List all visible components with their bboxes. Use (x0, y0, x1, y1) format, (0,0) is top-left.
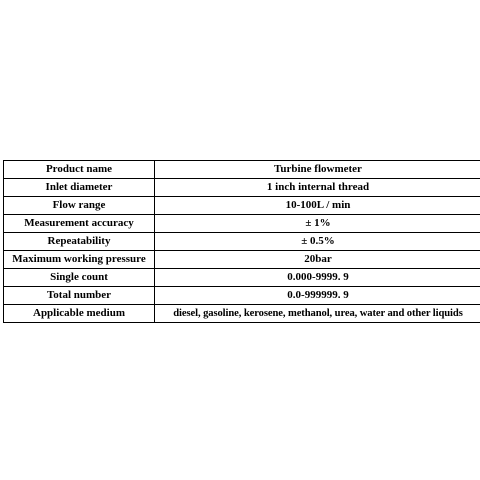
table-row-repeatability (4, 233, 480, 251)
flow-range-label: Flow range (4, 197, 155, 215)
table-row-applicable-medium (4, 305, 480, 323)
repeatability-value: ± 0.5% (155, 233, 480, 251)
measurement-accuracy-value: ± 1% (155, 215, 480, 233)
inlet-diameter-value: 1 inch internal thread (155, 179, 480, 197)
table-row-total-number (4, 287, 480, 305)
repeatability-label: Repeatability (4, 233, 155, 251)
total-number-label: Total number (4, 287, 155, 305)
spec-table (3, 160, 480, 323)
total-number-value: 0.0-999999. 9 (155, 287, 480, 305)
single-count-label: Single count (4, 269, 155, 287)
table-row-single-count (4, 269, 480, 287)
product-name-value: Turbine flowmeter (155, 161, 480, 179)
product-name-label: Product name (4, 161, 155, 179)
single-count-value: 0.000-9999. 9 (155, 269, 480, 287)
table-row-inlet-diameter (4, 179, 480, 197)
measurement-accuracy-label: Measurement accuracy (4, 215, 155, 233)
table-row-maximum-working-pressure (4, 251, 480, 269)
table-row-flow-range (4, 197, 480, 215)
inlet-diameter-label: Inlet diameter (4, 179, 155, 197)
maximum-working-pressure-value: 20bar (155, 251, 480, 269)
maximum-working-pressure-label: Maximum working pressure (4, 251, 155, 269)
applicable-medium-value: diesel, gasoline, kerosene, methanol, urea, water and other liquids (155, 305, 480, 323)
table-row-product-name (4, 161, 480, 179)
flow-range-value: 10-100L / min (155, 197, 480, 215)
table-row-measurement-accuracy (4, 215, 480, 233)
applicable-medium-label: Applicable medium (4, 305, 155, 323)
